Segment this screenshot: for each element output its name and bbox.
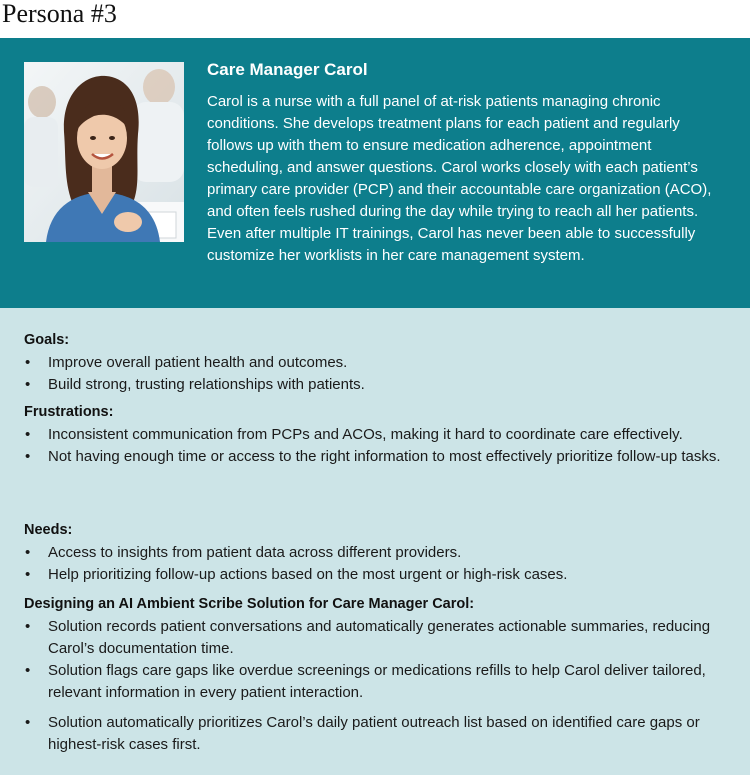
list-item: • Solution automatically prioritizes Carol’s daily patient outreach list based on identified care gaps or highest-risk cases first. <box>24 712 724 756</box>
persona-header-panel <box>0 38 750 308</box>
needs-section <box>24 520 724 586</box>
frustrations-section <box>24 402 724 468</box>
goals-list <box>24 352 724 396</box>
solution-list <box>24 616 724 756</box>
list-item: • Solution flags care gaps like overdue screenings or medications refills to help Carol deliver tailored, relevant information in every patient interaction. <box>24 660 724 704</box>
persona-details-panel <box>0 308 750 775</box>
list-item: • Build strong, trusting relationships with patients. <box>24 374 724 396</box>
needs-heading: Needs: <box>24 522 73 538</box>
list-item: • Not having enough time or access to the right information to most effectively prioritize follow-up tasks. <box>24 446 724 468</box>
persona-description: Carol is a nurse with a full panel of at-risk patients managing chronic conditions. She develops treatment plans for each patient and regularly follows up with them to ensure medication adherence, appointment scheduling, and answer questions. Carol works closely with each patient’s primary care provider (PCP) and their accountable care organization (ACO), and often feels rushed during the day while trying to reach all her patients. Even after multiple IT trainings, Carol has never been able to successfully customize her worklists in her care management system. <box>207 93 712 264</box>
persona-name: Care Manager Carol <box>207 60 368 79</box>
list-item: • Solution records patient conversations and automatically generates actionable summaries, reducing Carol’s documentation time. <box>24 616 724 660</box>
goals-section <box>24 330 724 396</box>
needs-list <box>24 542 724 586</box>
list-item: • Improve overall patient health and outcomes. <box>24 352 724 374</box>
frustrations-heading: Frustrations: <box>24 404 114 420</box>
solution-section <box>24 594 724 756</box>
list-item: • Access to insights from patient data across different providers. <box>24 542 724 564</box>
page-title: Persona #3 <box>2 0 117 28</box>
solution-heading: Designing an AI Ambient Scribe Solution for Care Manager Carol: <box>24 596 475 612</box>
persona-photo <box>24 62 184 242</box>
frustrations-list <box>24 424 724 468</box>
list-item: • Inconsistent communication from PCPs and ACOs, making it hard to coordinate care effectively. <box>24 424 724 446</box>
list-item: • Help prioritizing follow-up actions based on the most urgent or high-risk cases. <box>24 564 724 586</box>
goals-heading: Goals: <box>24 332 70 348</box>
